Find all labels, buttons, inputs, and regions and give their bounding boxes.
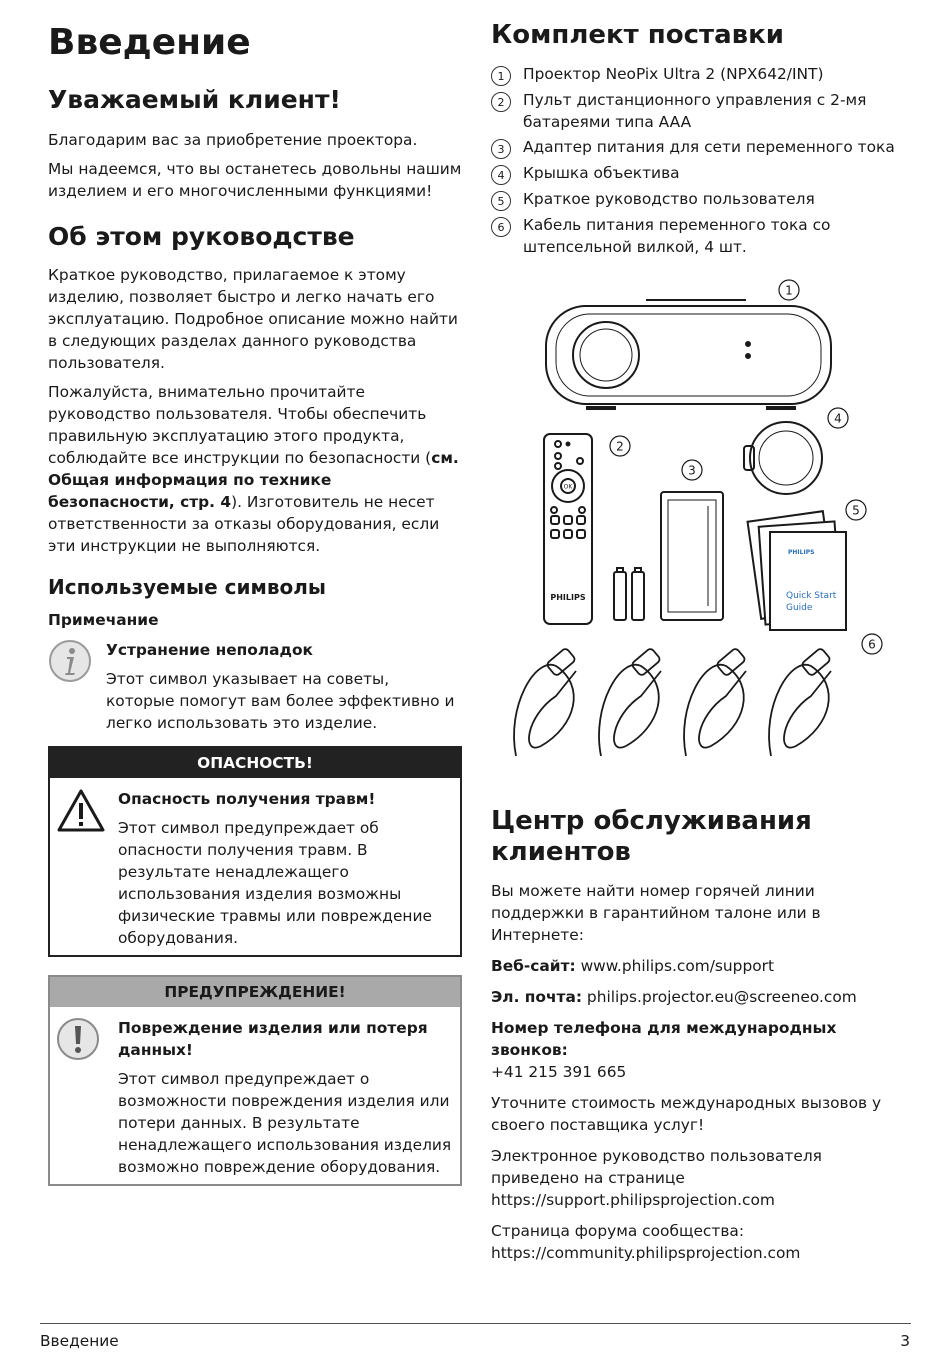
item-text: Пульт дистанционного управления с 2-мя батареями типа AAA bbox=[523, 91, 867, 132]
item-number: 5 bbox=[491, 191, 511, 211]
list-item bbox=[491, 136, 911, 159]
dear-paragraph-2: Мы надеемся, что вы останетесь довольны нашим изделием и его многочисленными функциями! bbox=[48, 160, 462, 200]
callout-label: 5 bbox=[852, 503, 860, 518]
left-column bbox=[48, 20, 462, 1186]
about-manual-heading: Об этом руководстве bbox=[48, 222, 355, 251]
remote-ok-label: OK bbox=[563, 483, 573, 491]
guide-title-2: Guide bbox=[786, 603, 813, 613]
package-list bbox=[491, 63, 911, 258]
list-item bbox=[491, 162, 911, 185]
list-item bbox=[491, 89, 911, 133]
warning-box bbox=[48, 975, 462, 1186]
warning-triangle-icon bbox=[56, 788, 106, 949]
email-label: Эл. почта: bbox=[491, 988, 583, 1007]
phone-line bbox=[491, 1017, 911, 1083]
item-text: Краткое руководство пользователя bbox=[523, 190, 815, 209]
warning-title: Повреждение изделия или потеря данных! bbox=[118, 1019, 428, 1059]
about-text-a: Пожалуйста, внимательно прочитайте руководство пользователя. Чтобы обеспечить правильную эксплуатацию этого продукта, соблюдайте все инструкции по безопасности ( bbox=[48, 383, 432, 467]
item-number: 1 bbox=[491, 66, 511, 86]
emanual-text: Электронное руководство пользователя приведено на странице bbox=[491, 1147, 822, 1188]
callout-label: 4 bbox=[834, 411, 842, 426]
emanual-link[interactable]: https://support.philipsprojection.com bbox=[491, 1191, 775, 1210]
email-line bbox=[491, 986, 911, 1008]
callout-label: 2 bbox=[616, 439, 624, 454]
item-number: 6 bbox=[491, 217, 511, 237]
item-text: Крышка объектива bbox=[523, 164, 680, 183]
emanual-line bbox=[491, 1145, 911, 1211]
page-title: Введение bbox=[48, 22, 251, 63]
item-number: 4 bbox=[491, 165, 511, 185]
forum-link[interactable]: https://community.philipsprojection.com bbox=[491, 1244, 801, 1263]
forum-text: Страница форума сообщества: bbox=[491, 1222, 745, 1241]
about-paragraph-2 bbox=[48, 381, 462, 557]
customer-service-section bbox=[491, 806, 911, 1273]
list-item bbox=[491, 188, 911, 211]
exclamation-icon bbox=[56, 1017, 106, 1178]
about-text-b: ). Изготовитель не несет ответственности за отказы оборудования, если эти инструкции не выполняются. bbox=[48, 493, 440, 555]
danger-box bbox=[48, 746, 462, 957]
service-intro: Вы можете найти номер горячей линии поддержки в гарантийном талоне или в Интернете: bbox=[491, 882, 821, 945]
phone-label: Номер телефона для международных звонков: bbox=[491, 1019, 837, 1060]
item-text: Адаптер питания для сети переменного тока bbox=[523, 138, 895, 157]
website-link[interactable]: www.philips.com/support bbox=[580, 957, 774, 976]
safety-reference-link[interactable]: см. Общая информация по технике безопасности, стр. 4 bbox=[48, 449, 459, 511]
note-title: Устранение неполадок bbox=[106, 641, 313, 659]
callout-label: 3 bbox=[688, 463, 696, 478]
remote-brand-label: PHILIPS bbox=[550, 593, 586, 602]
list-item bbox=[491, 63, 911, 86]
note-label: Примечание bbox=[48, 611, 159, 629]
danger-text: Этот символ предупреждает об опасности получения травм. В результате ненадлежащего использования изделия возможны физические травмы или повреждение оборудования. bbox=[118, 819, 432, 947]
warning-header: ПРЕДУПРЕЖДЕНИЕ! bbox=[50, 977, 460, 1007]
cost-note: Уточните стоимость международных вызовов у своего поставщика услуг! bbox=[491, 1094, 882, 1135]
footer-page-number: 3 bbox=[900, 1332, 910, 1350]
callout-label: 1 bbox=[785, 283, 793, 298]
batteries-image bbox=[614, 568, 644, 620]
guide-title-1: Quick Start bbox=[786, 591, 837, 601]
email-link[interactable]: philips.projector.eu@screeneo.com bbox=[586, 988, 857, 1007]
callout-label: 6 bbox=[868, 637, 876, 652]
item-text: Кабель питания переменного тока со штепсельной вилкой, 4 шт. bbox=[523, 216, 831, 257]
dear-paragraph-1: Благодарим вас за приобретение проектора. bbox=[48, 131, 418, 149]
projector-image bbox=[546, 300, 831, 408]
phone-number: +41 215 391 665 bbox=[491, 1063, 627, 1082]
note-text: Этот символ указывает на советы, которые помогут вам более эффективно и легко использовать это изделие. bbox=[106, 670, 455, 732]
website-line bbox=[491, 955, 911, 977]
symbols-heading: Используемые символы bbox=[48, 575, 326, 599]
power-cables-image bbox=[514, 648, 831, 756]
footer-divider bbox=[40, 1323, 911, 1324]
guide-brand-label: PHILIPS bbox=[788, 549, 815, 556]
website-label: Веб-сайт: bbox=[491, 957, 576, 976]
lens-cap-image bbox=[744, 422, 822, 494]
forum-line bbox=[491, 1220, 911, 1264]
right-column bbox=[491, 20, 911, 261]
danger-title: Опасность получения травм! bbox=[118, 790, 376, 808]
package-contents-heading: Комплект поставки bbox=[491, 20, 784, 50]
warning-text: Этот символ предупреждает о возможности повреждения изделия или потери данных. В результате ненадлежащего использования изделия возможно повреждение оборудования. bbox=[118, 1070, 452, 1176]
list-item bbox=[491, 214, 911, 258]
item-text: Проектор NeoPix Ultra 2 (NPX642/INT) bbox=[523, 65, 824, 84]
note-block bbox=[48, 639, 462, 734]
customer-service-heading: Центр обслуживания клиентов bbox=[491, 806, 812, 868]
info-icon bbox=[48, 639, 92, 734]
danger-header: ОПАСНОСТЬ! bbox=[50, 748, 460, 778]
item-number: 3 bbox=[491, 139, 511, 159]
footer-section-name: Введение bbox=[40, 1332, 119, 1350]
power-adapter-image bbox=[661, 492, 723, 620]
package-illustration bbox=[496, 276, 908, 766]
item-number: 2 bbox=[491, 92, 511, 112]
about-paragraph-1: Краткое руководство, прилагаемое к этому изделию, позволяет быстро и легко начать его эксплуатацию. Подробное описание можно найти в следующих разделах данного руководства пользователя. bbox=[48, 266, 458, 372]
dear-customer-heading: Уважаемый клиент! bbox=[48, 85, 341, 114]
